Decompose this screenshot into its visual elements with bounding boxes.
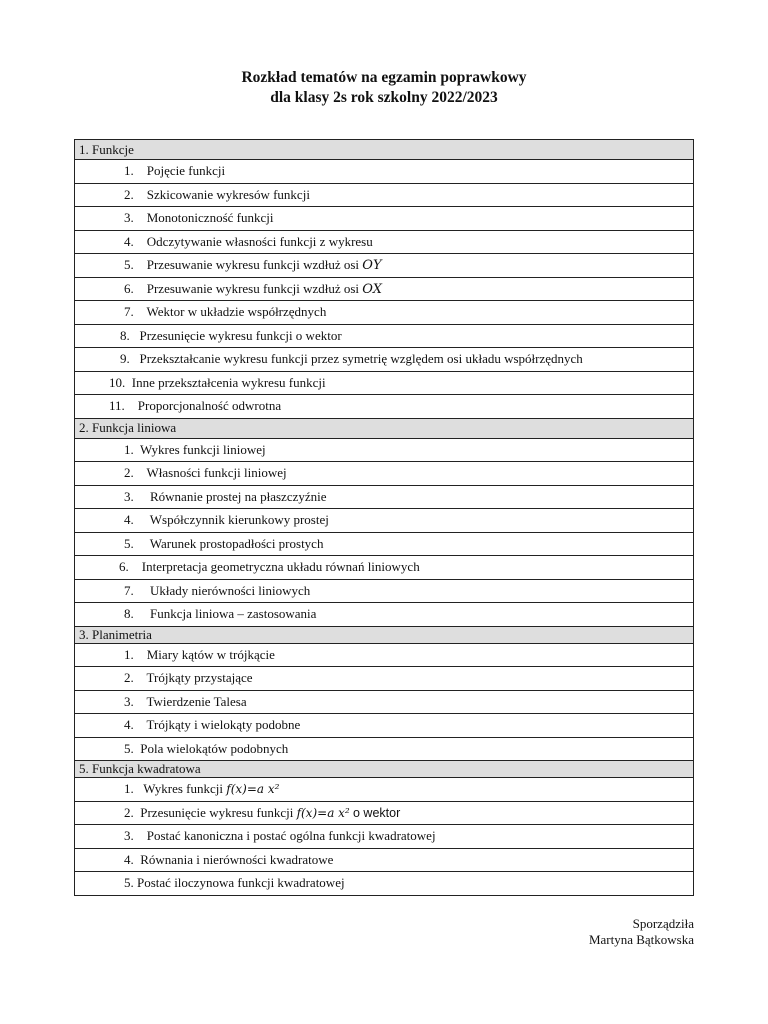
topic-number: 2. — [124, 186, 134, 202]
table-row — [75, 801, 694, 825]
topic-number: 11. — [109, 398, 125, 414]
topic-cell — [75, 690, 694, 714]
topic-number: 5. — [124, 535, 134, 551]
topic-cell — [75, 643, 694, 667]
topic-cell — [75, 801, 694, 825]
quadratic-formula: f(x)=a x² — [296, 805, 350, 820]
topic-text: Monotoniczność funkcji — [146, 210, 274, 226]
title-line-2: dla klasy 2s rok szkolny 2022/2023 — [270, 89, 498, 106]
topic-cell — [75, 207, 694, 231]
signature-label: Sporządziła — [632, 916, 694, 931]
topic-number: 5. — [124, 875, 134, 891]
topic-cell — [75, 160, 694, 184]
topic-number: 3. — [124, 210, 134, 226]
topic-text: Interpretacja geometryczna układu równań liniowych — [141, 559, 420, 575]
topic-cell — [75, 230, 694, 254]
table-row — [75, 690, 694, 714]
topic-text: Przekształcanie wykresu funkcji przez symetrię względem osi układu współrzędnych — [139, 351, 583, 367]
topic-cell — [75, 848, 694, 872]
topic-text: Miary kątów w trójkącie — [146, 646, 275, 662]
topic-cell — [75, 254, 694, 278]
section-heading-funkcje: 1. Funkcje — [75, 140, 694, 160]
topic-cell — [75, 872, 694, 896]
signature-name: Martyna Bątkowska — [588, 932, 694, 947]
topic-cell — [75, 603, 694, 627]
section-row — [75, 626, 694, 643]
table-row — [75, 714, 694, 738]
topic-number: 4. — [124, 512, 134, 528]
table-row — [75, 737, 694, 761]
topic-cell — [75, 737, 694, 761]
table-row — [75, 825, 694, 849]
table-row — [75, 556, 694, 580]
table-row — [75, 348, 694, 372]
topic-cell — [75, 395, 694, 419]
section-row — [75, 418, 694, 438]
table-row — [75, 160, 694, 184]
topic-number: 1. — [124, 646, 134, 662]
topic-text: Twierdzenie Talesa — [146, 693, 247, 709]
topic-text: Przesunięcie wykresu funkcji o wektor — [139, 327, 342, 343]
topic-number: 7. — [124, 304, 134, 320]
table-row — [75, 462, 694, 486]
topic-text: Proporcjonalność odwrotna — [137, 398, 282, 414]
table-row — [75, 485, 694, 509]
topic-cell — [75, 667, 694, 691]
topic-text: Warunek prostopadłości prostych — [149, 535, 324, 551]
section-heading-planimetria: 3. Planimetria — [75, 626, 694, 643]
topic-number: 1. — [124, 781, 134, 797]
topic-cell — [75, 301, 694, 325]
section-heading-funkcja-kwadratowa: 5. Funkcja kwadratowa — [75, 761, 694, 778]
topic-text: Odczytywanie własności funkcji z wykresu — [146, 233, 373, 249]
table-row — [75, 643, 694, 667]
topic-text: Wykres funkcji — [143, 781, 223, 797]
topic-cell — [75, 485, 694, 509]
table-row — [75, 848, 694, 872]
topic-number: 7. — [124, 582, 134, 598]
table-row — [75, 254, 694, 278]
topic-text: Wykres funkcji liniowej — [140, 441, 266, 457]
section-heading-funkcja-liniowa: 2. Funkcja liniowa — [75, 418, 694, 438]
topic-text: Wektor w układzie współrzędnych — [146, 304, 327, 320]
topic-text: Przesuwanie wykresu funkcji wzdłuż osi — [146, 257, 360, 273]
topic-cell — [75, 532, 694, 556]
axis-symbol: OY — [362, 258, 382, 274]
topic-text: Układy nierówności liniowych — [150, 582, 311, 598]
section-row — [75, 140, 694, 160]
topic-number: 4. — [124, 717, 134, 733]
topic-cell — [75, 714, 694, 738]
topic-number: 3. — [124, 828, 134, 844]
topic-cell — [75, 371, 694, 395]
topic-number: 6. — [119, 559, 129, 575]
topic-suffix: o wektor — [353, 805, 401, 820]
topic-text: Pola wielokątów podobnych — [140, 740, 289, 756]
axis-symbol: OX — [362, 281, 382, 297]
topic-number: 4. — [124, 851, 134, 867]
topic-number: 2. — [124, 670, 134, 686]
topic-number: 3. — [124, 488, 134, 504]
topic-cell — [75, 509, 694, 533]
table-row — [75, 532, 694, 556]
section-row — [75, 761, 694, 778]
topic-text: Szkicowanie wykresów funkcji — [146, 186, 310, 202]
topic-number: 10. — [109, 374, 126, 390]
topic-text: Równania i nierówności kwadratowe — [140, 851, 334, 867]
topic-number: 9. — [120, 351, 130, 367]
signature-block — [589, 916, 694, 948]
table-row — [75, 872, 694, 896]
topic-text: Przesuwanie wykresu funkcji wzdłuż osi — [146, 280, 360, 296]
topic-text: Trójkąty i wielokąty podobne — [146, 717, 301, 733]
topic-number: 4. — [124, 233, 134, 249]
topic-cell — [75, 579, 694, 603]
topic-cell — [75, 556, 694, 580]
table-row — [75, 277, 694, 301]
topic-text: Postać iloczynowa funkcji kwadratowej — [137, 875, 345, 891]
quadratic-formula: f(x)=a x² — [226, 782, 280, 797]
topic-text: Funkcja liniowa – zastosowania — [150, 606, 317, 622]
topic-number: 5. — [124, 740, 134, 756]
topic-text: Postać kanoniczna i postać ogólna funkcji kwadratowej — [146, 828, 436, 844]
table-row — [75, 183, 694, 207]
topics-table — [74, 139, 694, 896]
topic-cell — [75, 825, 694, 849]
topic-cell — [75, 778, 694, 802]
topic-text: Współczynnik kierunkowy prostej — [149, 512, 329, 528]
table-row — [75, 371, 694, 395]
topic-number: 2. — [124, 465, 134, 481]
table-row — [75, 667, 694, 691]
topic-text: Przesunięcie wykresu funkcji — [140, 804, 294, 820]
table-row — [75, 207, 694, 231]
topic-text: Własności funkcji liniowej — [146, 465, 287, 481]
topic-number: 1. — [124, 441, 134, 457]
table-row — [75, 230, 694, 254]
topic-number: 1. — [124, 163, 134, 179]
table-row — [75, 395, 694, 419]
topic-text: Inne przekształcenia wykresu funkcji — [131, 374, 326, 390]
title-line-1: Rozkład tematów na egzamin poprawkowy — [241, 69, 527, 86]
table-row — [75, 438, 694, 462]
topic-cell — [75, 462, 694, 486]
topic-number: 6. — [124, 280, 134, 296]
topic-cell — [75, 183, 694, 207]
topic-text: Równanie prostej na płaszczyźnie — [150, 488, 327, 504]
topic-cell — [75, 277, 694, 301]
topic-number: 8. — [124, 606, 134, 622]
table-row — [75, 603, 694, 627]
table-row — [75, 579, 694, 603]
table-row — [75, 324, 694, 348]
topic-text: Pojęcie funkcji — [146, 163, 226, 179]
topic-number: 5. — [124, 257, 134, 273]
topic-number: 8. — [120, 327, 130, 343]
table-row — [75, 509, 694, 533]
topic-cell — [75, 324, 694, 348]
topic-text: Trójkąty przystające — [146, 670, 253, 686]
topic-cell — [75, 348, 694, 372]
topic-cell — [75, 438, 694, 462]
topic-number: 2. — [124, 804, 134, 820]
topic-number: 3. — [124, 693, 134, 709]
table-row — [75, 301, 694, 325]
table-row — [75, 778, 694, 802]
document-title — [0, 68, 768, 108]
